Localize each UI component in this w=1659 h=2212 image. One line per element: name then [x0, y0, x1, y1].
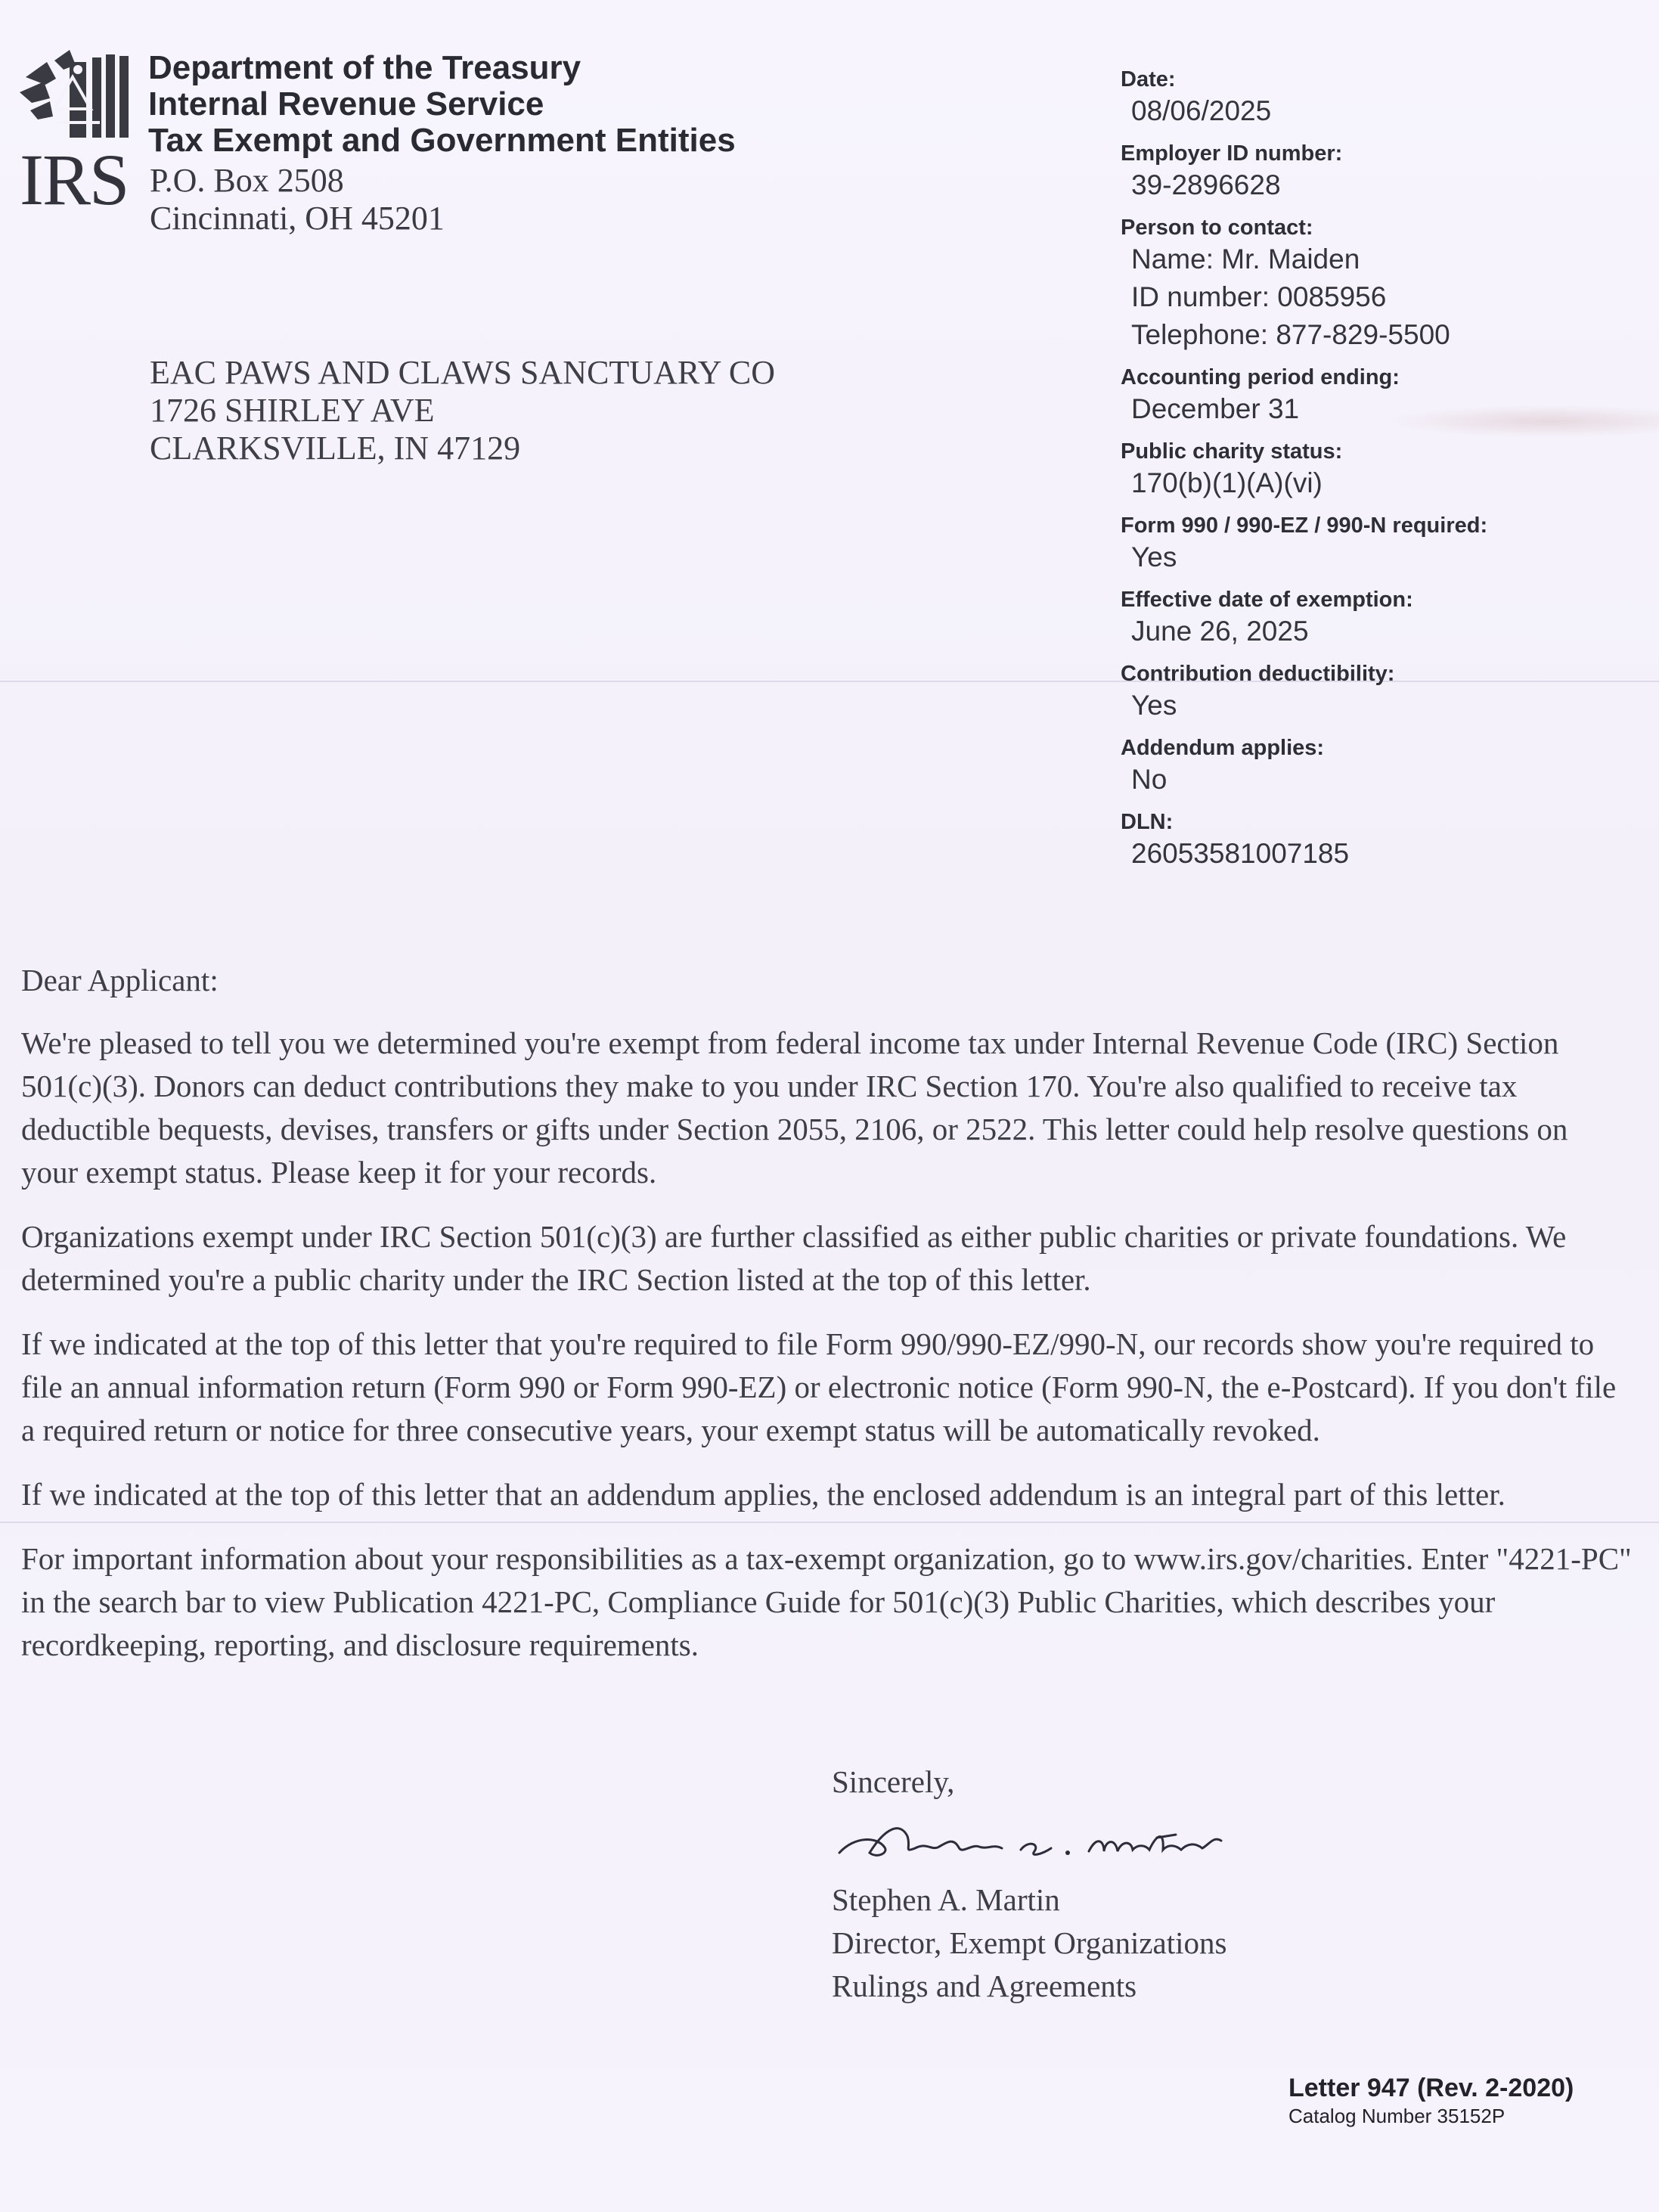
- agency-line: Department of the Treasury: [148, 49, 581, 86]
- body-paragraph: If we indicated at the top of this letter that you're required to file Form 990/990-EZ/990-N, our records show you're required to file an annual information return (Form 990 or Form 990-EZ) or electronic notice (Form 990-N, the e-Postcard). If you don't file a required return or notice for three consecutive years, your exempt status will be automatically revoked.: [21, 1326, 1617, 1447]
- closing: Sincerely,: [832, 1764, 955, 1799]
- period-value: December 31: [1131, 393, 1300, 424]
- dln-label: DLN:: [1121, 810, 1174, 834]
- charity-status-value: 170(b)(1)(A)(vi): [1131, 467, 1323, 498]
- signer-department: Rulings and Agreements: [832, 1968, 1137, 2003]
- deductibility-value: Yes: [1131, 690, 1177, 721]
- salutation: Dear Applicant:: [21, 963, 219, 997]
- date-label: Date:: [1121, 67, 1176, 92]
- dln-value: 26053581007185: [1131, 838, 1350, 869]
- body-paragraph: We're pleased to tell you we determined you're exempt from federal income tax under Internal Revenue Code (IRC) Section 501(c)(3). Donors can deduct contributions they make to you under IRC Section 170. You're also qualified to receive tax deductible bequests, devises, transfers or gifts under Section 2055, 2106, or 2522. This letter could help resolve questions on your exempt status. Please keep it for your records.: [21, 1025, 1568, 1190]
- form-required-value: Yes: [1131, 541, 1177, 572]
- agency-address: [150, 162, 445, 237]
- recipient-line: EAC PAWS AND CLAWS SANCTUARY CO: [150, 354, 776, 391]
- deductibility-label: Contribution deductibility:: [1121, 662, 1395, 686]
- body-paragraph: Organizations exempt under IRC Section 501(c)(3) are further classified as either public charities or private foundations. We determined you're a public charity under the IRC Section listed at the top of this letter.: [21, 1219, 1567, 1297]
- form-required-label: Form 990 / 990-EZ / 990-N required:: [1121, 513, 1488, 538]
- agency-line: Tax Exempt and Government Entities: [148, 122, 736, 159]
- body-paragraph: If we indicated at the top of this letter that an addendum applies, the enclosed addendum is an integral part of this letter.: [21, 1477, 1506, 1512]
- form-identifier: Letter 947 (Rev. 2-2020): [1288, 2074, 1574, 2102]
- handwritten-signature: [832, 1806, 1255, 1874]
- letter-body: [21, 959, 1632, 1688]
- effective-date-value: June 26, 2025: [1131, 616, 1309, 647]
- contact-name: Name: Mr. Maiden: [1131, 244, 1360, 275]
- date-value: 08/06/2025: [1131, 95, 1272, 126]
- ein-value: 39-2896628: [1131, 169, 1281, 200]
- contact-label: Person to contact:: [1121, 216, 1313, 240]
- agency-line: Internal Revenue Service: [148, 85, 544, 123]
- signer-title: Director, Exempt Organizations: [832, 1925, 1227, 1960]
- agency-name: [148, 50, 736, 159]
- period-label: Accounting period ending:: [1121, 365, 1400, 389]
- contact-phone: Telephone: 877-829-5500: [1131, 319, 1450, 350]
- recipient-address: [150, 354, 775, 467]
- address-line: Cincinnati, OH 45201: [150, 200, 445, 237]
- ein-label: Employer ID number:: [1121, 141, 1343, 166]
- recipient-line: CLARKSVILLE, IN 47129: [150, 430, 521, 467]
- letter-info-panel: [1121, 67, 1635, 873]
- irs-logo: [17, 47, 138, 220]
- signer-name: Stephen A. Martin: [832, 1882, 1060, 1917]
- addendum-label: Addendum applies:: [1121, 736, 1325, 760]
- irs-logo-text: IRS: [20, 139, 129, 220]
- address-line: P.O. Box 2508: [150, 162, 344, 199]
- contact-id: ID number: 0085956: [1131, 281, 1387, 312]
- effective-date-label: Effective date of exemption:: [1121, 588, 1413, 612]
- charity-status-label: Public charity status:: [1121, 439, 1343, 464]
- addendum-value: No: [1131, 764, 1168, 795]
- form-footer: [1288, 2072, 1574, 2128]
- eagle-scales-icon: [17, 47, 138, 145]
- catalog-number: Catalog Number 35152P: [1288, 2105, 1506, 2127]
- recipient-line: 1726 SHIRLEY AVE: [150, 392, 435, 429]
- signer-block: [832, 1878, 1226, 2008]
- body-paragraph: For important information about your responsibilities as a tax-exempt organization, go to www.irs.gov/charities. Enter "4221-PC" in the search bar to view Publication 4221-PC, Compliance Guide for 501(c)(3) Public Charities, which describes your recordkeeping, reporting, and disclosure requirements.: [21, 1541, 1632, 1662]
